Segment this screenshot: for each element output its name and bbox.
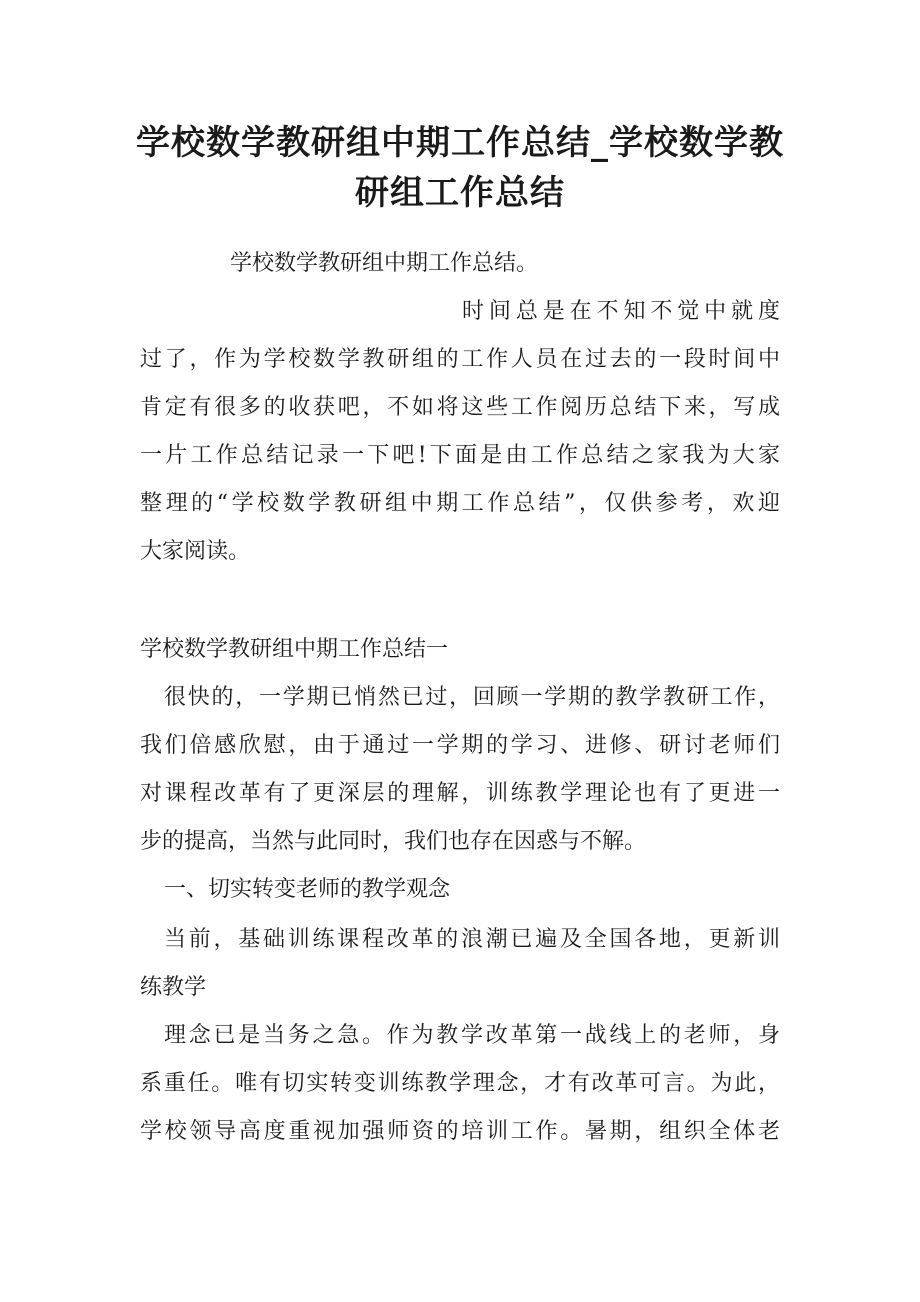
point-heading: 一、切实转变老师的教学观念 — [164, 877, 451, 902]
document-title — [130, 118, 790, 218]
intro-line: 整理的“学校数学教研组中期工作总结”，仅供参考，欢迎 — [140, 491, 780, 516]
paragraph-line: 系重任。唯有切实转变训练教学理念，才有改革可言。为此， — [140, 1071, 780, 1096]
section-heading: 学校数学教研组中期工作总结一 — [140, 637, 449, 662]
intro-line: 过了，作为学校数学教研组的工作人员在过去的一段时间中 — [140, 347, 780, 372]
intro-line: 肯定有很多的收获吧，不如将这些工作阅历总结下来，写成 — [140, 395, 780, 420]
paragraph-line: 很快的，一学期已悄然已过，回顾一学期的教学教研工作， — [164, 685, 780, 710]
paragraph-line: 步的提高，当然与此同时，我们也存在因惑与不解。 — [140, 829, 647, 854]
intro-line: 大家阅读。 — [140, 539, 251, 564]
paragraph-line: 我们倍感欣慰，由于通过一学期的学习、进修、研讨老师们 — [140, 733, 780, 758]
title-line-1: 学校数学教研组中期工作总结_学校数学教 — [136, 123, 784, 163]
subtitle: 学校数学教研组中期工作总结。 — [230, 251, 539, 276]
paragraph-line: 对课程改革有了更深层的理解，训练教学理论也有了更进一 — [140, 781, 780, 806]
intro-line: 时间总是在不知不觉中就度 — [462, 299, 780, 324]
paragraph-line: 练教学 — [140, 975, 207, 1000]
paragraph-line: 当前，基础训练课程改革的浪潮已遍及全国各地，更新训 — [164, 927, 780, 952]
paragraph-line: 理念已是当务之急。作为教学改革第一战线上的老师，身 — [164, 1023, 780, 1048]
title-line-2: 研组工作总结 — [355, 173, 565, 213]
intro-line: 一片工作总结记录一下吧!下面是由工作总结之家我为大家 — [140, 443, 780, 468]
paragraph-line: 学校领导高度重视加强师资的培训工作。暑期，组织全体老 — [140, 1119, 780, 1144]
